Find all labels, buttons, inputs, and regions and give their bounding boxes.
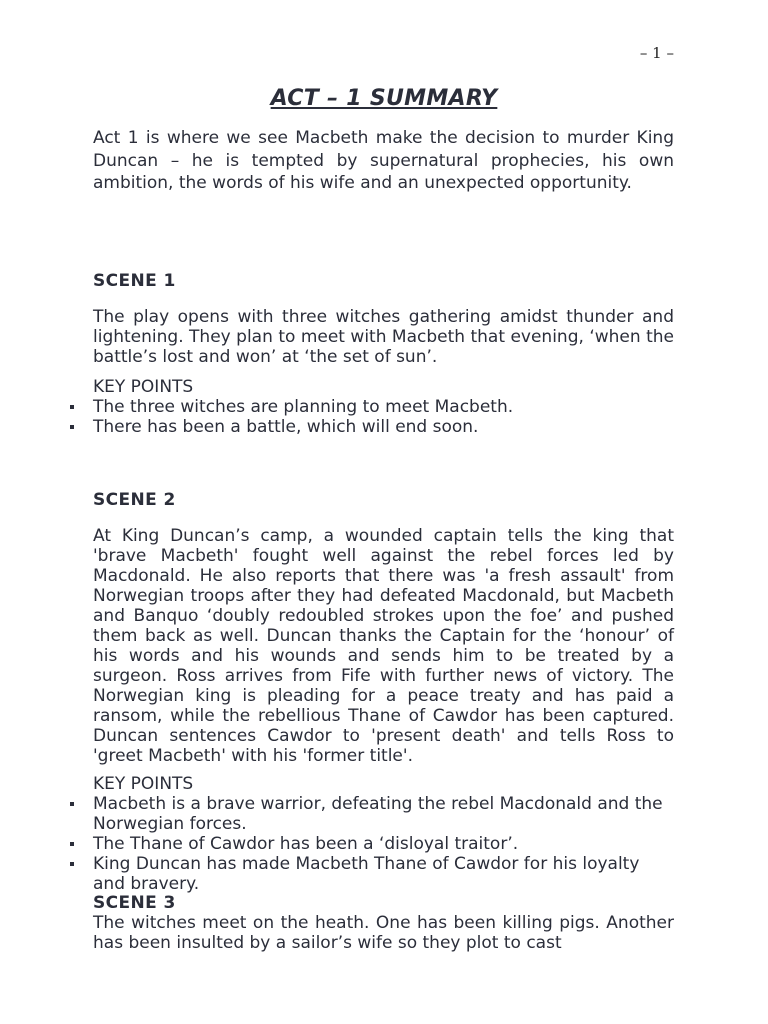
list-item xyxy=(93,834,674,854)
scene1-paragraph: The play opens with three witches gathering amidst thunder and lightening. They plan to meet with Macbeth that evening, ‘when the battle’s lost and won’ at ‘the set of sun’. xyxy=(93,307,674,367)
scene3-paragraph: The witches meet on the heath. One has been killing pigs. Another has been insulted by a sailor’s wife so they plot to cast xyxy=(93,913,674,953)
scene2-key-points-list xyxy=(93,794,674,894)
scene2-paragraph: At King Duncan’s camp, a wounded captain tells the king that 'brave Macbeth' fought well against the rebel forces led by Macdonald. He also reports that there was 'a fresh assault' from Norwegian troops after they had defeated Macdonald, but Macbeth and Banquo ‘doubly redoubled strokes upon the foe’ and pushed them back as well. Duncan thanks the Captain for the ‘honour’ of his words and his wounds and sends him to be treated by a surgeon. Ross arrives from Fife with further news of victory. The Norwegian king is pleading for a peace treaty and has paid a ransom, while the rebellious Thane of Cawdor has been captured. Duncan sentences Cawdor to 'present death' and tells Ross to 'greet Macbeth' with his 'former title'. xyxy=(93,526,674,766)
document-title: ACT – 1 SUMMARY xyxy=(270,86,498,111)
list-item xyxy=(93,854,674,894)
bullet-icon xyxy=(70,862,74,866)
bullet-icon xyxy=(70,425,74,429)
scene1-key-points-label: KEY POINTS xyxy=(93,377,194,397)
bullet-icon xyxy=(70,405,74,409)
list-item xyxy=(93,397,674,417)
scene1-heading: SCENE 1 xyxy=(93,271,176,291)
list-item xyxy=(93,794,674,834)
scene1-key-points-list xyxy=(93,397,674,437)
list-item-text: The three witches are planning to meet Macbeth. xyxy=(93,397,514,417)
page-number: – 1 – xyxy=(639,44,674,62)
list-item-text: Macbeth is a brave warrior, defeating the rebel Macdonald and the Norwegian forces. xyxy=(93,794,663,834)
bullet-icon xyxy=(70,802,74,806)
intro-paragraph: Act 1 is where we see Macbeth make the decision to murder King Duncan – he is tempted by supernatural prophecies, his own ambition, the words of his wife and an unexpected opportunity. xyxy=(93,128,674,193)
scene2-key-points-label: KEY POINTS xyxy=(93,774,194,794)
list-item-text: The Thane of Cawdor has been a ‘disloyal traitor’. xyxy=(93,834,519,854)
list-item xyxy=(93,417,674,437)
list-item-text: King Duncan has made Macbeth Thane of Cawdor for his loyalty and bravery. xyxy=(93,854,640,894)
scene2-heading: SCENE 2 xyxy=(93,490,176,510)
bullet-icon xyxy=(70,842,74,846)
list-item-text: There has been a battle, which will end soon. xyxy=(93,417,479,437)
scene3-heading: SCENE 3 xyxy=(93,893,176,913)
